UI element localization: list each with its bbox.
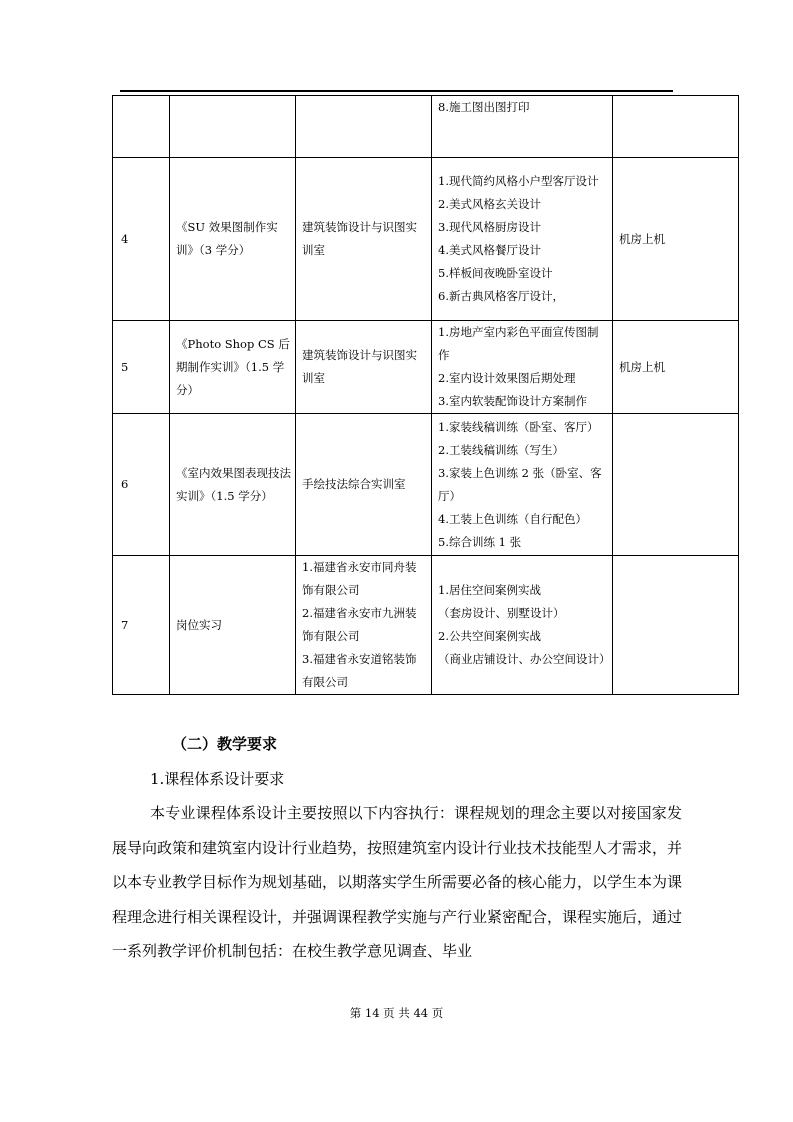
cell-note <box>613 96 739 158</box>
cell-course-name: 岗位实习 <box>170 556 296 695</box>
table-row <box>113 414 739 556</box>
content-line: （商业店铺设计、办公空间设计） <box>438 652 611 666</box>
cell-content <box>432 96 613 158</box>
body-paragraph: 本专业课程体系设计主要按照以下内容执行：课程规划的理念主要以对接国家发展导向政策和建筑室内设计行业趋势，按照建筑室内设计行业技术技能型人才需求，并以本专业教学目标作为规划基础，以期落实学生所需要必备的核心能力，以学生本为课程理念进行相关课程设计，并强调课程教学实施与产行业紧密配合，课程实施后，通过一系列教学评价机制包括：在校生教学意见调查、毕业 <box>112 804 683 960</box>
cell-no: 4 <box>113 158 170 321</box>
content-line: 1.房地产室内彩色平面宣传图制作 <box>438 325 599 362</box>
content-line: 1.居住空间案例实战 <box>438 583 541 597</box>
cell-no: 5 <box>113 321 170 414</box>
cell-note <box>613 414 739 556</box>
content-line: 5.综合训练 1 张 <box>438 534 522 549</box>
header-rule-thick <box>120 90 673 92</box>
content-line: 2.室内设计效果图后期处理 <box>438 371 576 385</box>
cell-training-room <box>296 556 432 695</box>
cell-course-name: 《室内效果图表现技法实训》（1.5 学分） <box>170 414 296 556</box>
cell-course-name <box>170 96 296 158</box>
content-line: 4.工装上色训练（自行配色） <box>438 511 587 526</box>
cell-training-room: 建筑装饰设计与识图实训室 <box>296 321 432 414</box>
cell-content <box>432 158 613 321</box>
room-line: 1.福建省永安市同舟装饰有限公司 <box>302 560 417 597</box>
content-line: 2.工装线稿训练（写生） <box>438 442 564 457</box>
cell-training-room: 手绘技法综合实训室 <box>296 414 432 556</box>
content-line: 6.新古典风格客厅设计， <box>438 289 564 303</box>
cell-training-room: 建筑装饰设计与识图实训室 <box>296 158 432 321</box>
table-row <box>113 96 739 158</box>
subsection-heading: 1.课程体系设计要求 <box>150 770 285 788</box>
section-heading: （二）教学要求 <box>172 735 278 753</box>
content-line: 4.美式风格餐厅设计 <box>438 243 541 257</box>
content-line: 1.现代简约风格小户型客厅设计 <box>438 174 599 188</box>
course-table <box>112 95 739 695</box>
cell-note <box>613 556 739 695</box>
cell-content <box>432 414 613 556</box>
content-line: （套房设计、别墅设计） <box>438 606 565 620</box>
cell-course-name: 《SU 效果图制作实训》（3 学分） <box>170 158 296 321</box>
table-row <box>113 158 739 321</box>
cell-content <box>432 321 613 414</box>
content-line: 3.现代风格厨房设计 <box>438 220 541 234</box>
content-line: 2.公共空间案例实战 <box>438 629 541 643</box>
cell-note: 机房上机 <box>613 321 739 414</box>
content-line: 2.美式风格玄关设计 <box>438 197 541 211</box>
content-line: 3.室内软装配饰设计方案制作 <box>438 394 587 408</box>
table-row <box>113 321 739 414</box>
cell-content <box>432 556 613 695</box>
cell-course-name: 《Photo Shop CS 后期制作实训》（1.5 学分） <box>170 321 296 414</box>
cell-no: 6 <box>113 414 170 556</box>
content-line: 1.家装线稿训练（卧室、客厅） <box>438 419 599 434</box>
room-line: 2.福建省永安市九洲装饰有限公司 <box>302 606 417 643</box>
cell-training-room <box>296 96 432 158</box>
room-line: 3.福建省永安道铭装饰有限公司 <box>302 652 417 689</box>
page-footer: 第 14 页 共 44 页 <box>349 1006 444 1020</box>
table-row <box>113 556 739 695</box>
content-line: 8.施工图出图打印 <box>438 100 530 114</box>
cell-no: 7 <box>113 556 170 695</box>
content-line: 3.家装上色训练 2 张（卧室、客厅） <box>438 465 602 503</box>
content-line: 5.样板间夜晚卧室设计 <box>438 266 553 280</box>
cell-no <box>113 96 170 158</box>
cell-note: 机房上机 <box>613 158 739 321</box>
